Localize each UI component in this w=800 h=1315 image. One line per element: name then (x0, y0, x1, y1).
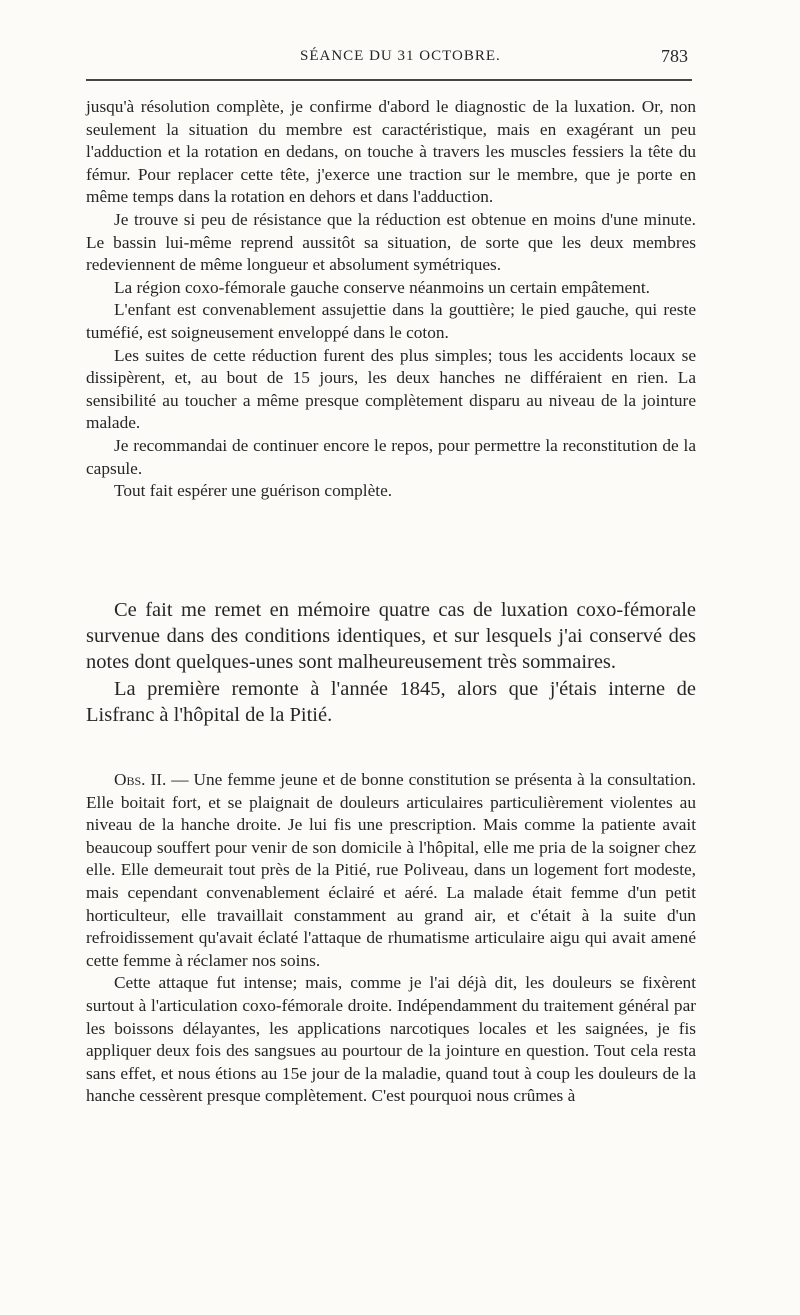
case-continuation-text (86, 96, 696, 503)
commentary-text (86, 597, 696, 728)
paragraph: L'enfant est convenablement assujettie dans la gouttière; le pied gauche, qui reste tuméfié, est soigneusement enveloppé dans le coton. (86, 300, 696, 342)
paragraph: Cette attaque fut intense; mais, comme je l'ai déjà dit, les douleurs se fixèrent surtout à l'articulation coxo-fémorale droite. Indépendamment du traitement général par les boissons délayantes, les applications narcotiques locales et les saignées, je fis appliquer deux fois des sangsues au pourtour de la jointure en question. Tout cela resta sans effet, et nous étions au 15e jour de la maladie, quand tout à coup les douleurs de la hanche cessèrent presque complètement. C'est pourquoi nous crûmes à (86, 973, 696, 1106)
page-header (86, 46, 694, 72)
page-number: 783 (661, 46, 688, 66)
paragraph: La première remonte à l'année 1845, alors que j'étais interne de Lisfranc à l'hôpital de la Pitié. (86, 677, 696, 726)
observation-body: — Une femme jeune et de bonne constitution se présenta à la consultation. Elle boitait fort, et se plaignait de douleurs articulaires particulièrement violentes au niveau de la hanche droite. Je lui fis une prescription. Mais comme la patiente avait beaucoup souffert pour venir de son domicile à l'hôpital, elle me pria de la soigner chez elle. Elle demeurait tout près de la Pitié, rue Poliveau, dans un logement fort modeste, mais cependant convenablement éclairé et aéré. La malade était femme d'un petit horticulteur, elle travaillait constamment au grand air, et c'était à la suite d'un refroidissement qu'avait éclaté l'attaque de rhumatisme articulaire aigu qui avait amené cette femme à réclamer nos soins. (86, 770, 696, 970)
paragraph: Je recommandai de continuer encore le repos, pour permettre la reconstitution de la capsule. (86, 435, 696, 478)
paragraph: Je trouve si peu de résistance que la réduction est obtenue en moins d'une minute. Le bassin lui-même reprend aussitôt sa situation, de sorte que les deux membres redeviennent de même longueur et absolument symétriques. (86, 209, 696, 275)
observation-label: Obs. II. (114, 770, 167, 789)
paragraph: jusqu'à résolution complète, je confirme d'abord le diagnostic de la luxation. Or, non seulement la situation du membre est caractéristique, mais en exagérant un peu l'adduction et la rotation en dedans, on touche à travers les muscles fessiers la tête du fémur. Pour replacer cette tête, j'exerce une traction sur le membre, que je porte en même temps dans la rotation en dehors et dans l'adduction. (86, 97, 696, 207)
observation-text (86, 769, 696, 1108)
paragraph: Les suites de cette réduction furent des plus simples; tous les accidents locaux se dissipèrent, et, au bout de 15 jours, les deux hanches ne différaient en rien. La sensibilité au toucher a même presque complètement disparu au niveau de la jointure malade. (86, 345, 696, 433)
paragraph: Ce fait me remet en mémoire quatre cas de luxation coxo-fémorale survenue dans des conditions identiques, et sur lesquels j'ai conservé des notes dont quelques-unes sont malheureusement très sommaires. (86, 599, 696, 674)
running-head: SÉANCE DU 31 OCTOBRE. (300, 48, 501, 64)
header-rule (86, 79, 692, 81)
paragraph: Tout fait espérer une guérison complète. (114, 481, 393, 501)
paragraph (86, 769, 696, 972)
paragraph: La région coxo-fémorale gauche conserve néanmoins un certain empâtement. (114, 277, 650, 297)
